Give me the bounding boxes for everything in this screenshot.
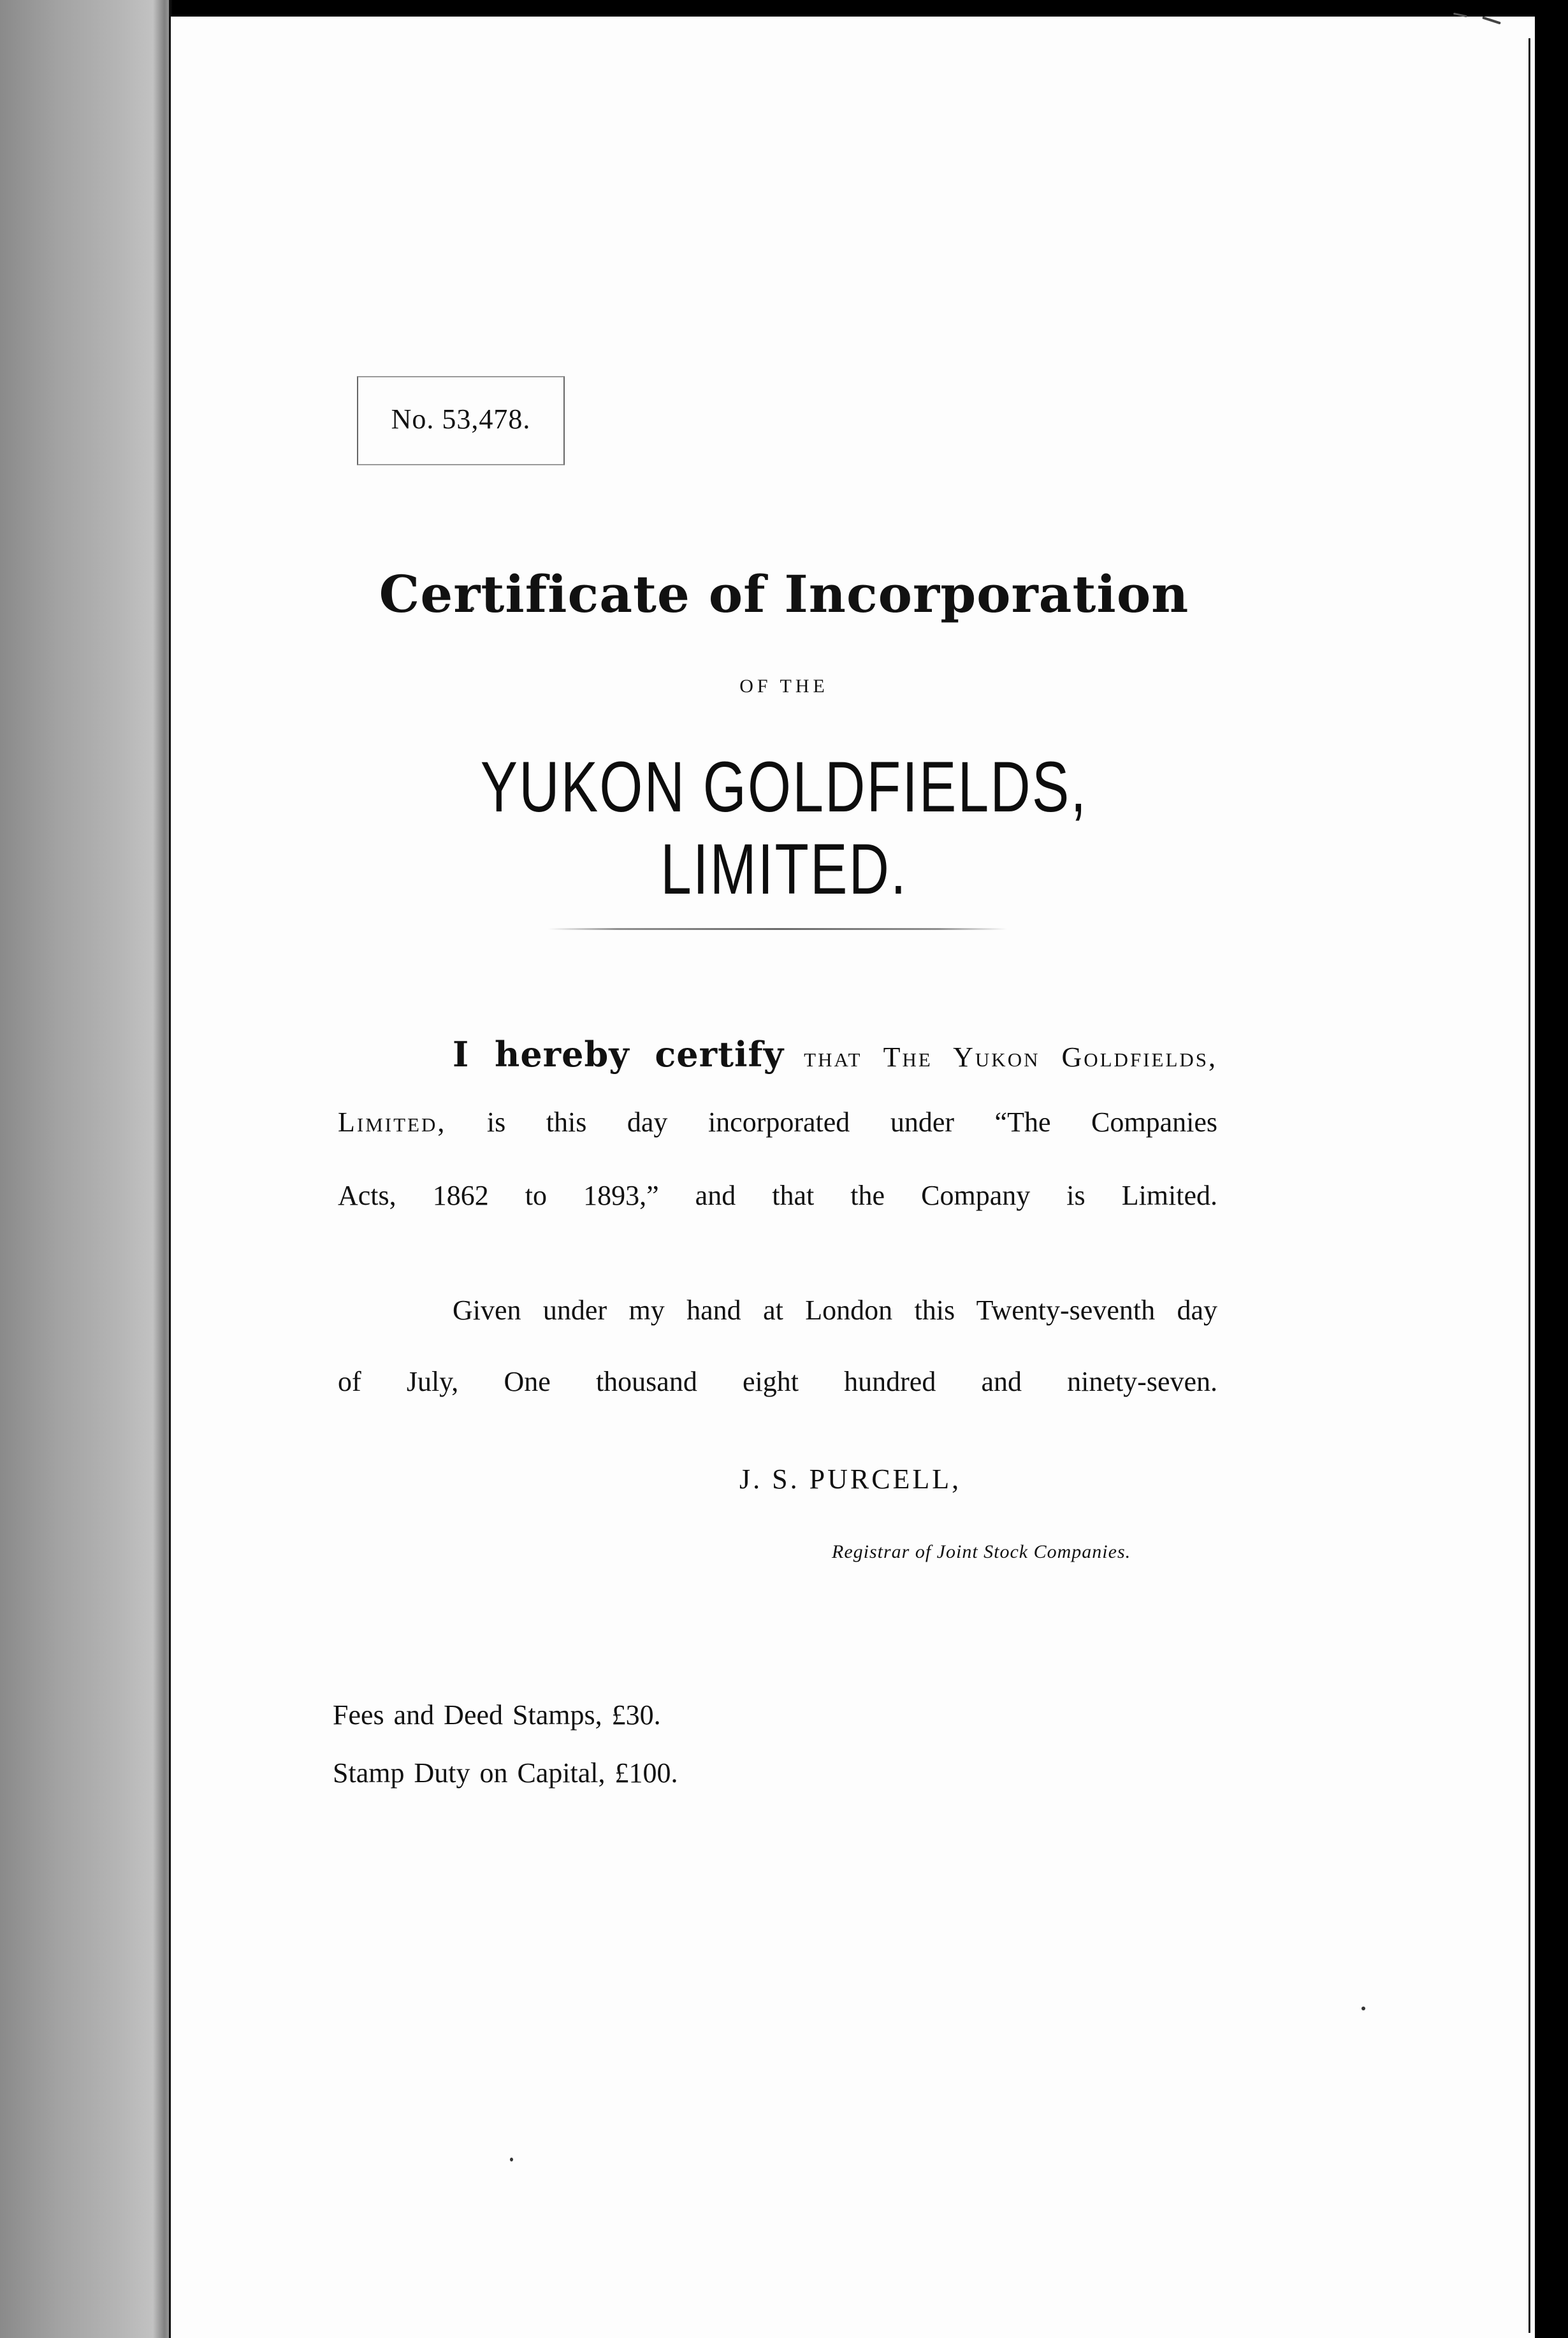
binding-shadow (153, 0, 172, 2338)
limited-word: Limited, (338, 1107, 447, 1138)
paper-sheet (171, 17, 1535, 2338)
certify-lead-text: I hereby certify (453, 1034, 785, 1075)
given-line-1: Given under my hand at London this Twenty-seventh day (453, 1295, 1217, 1326)
signatory-title: Registrar of Joint Stock Companies. (832, 1541, 1131, 1562)
given-line-2: of July, One thousand eight hundred and ninety-seven. (338, 1366, 1217, 1397)
fees-and-deed-stamps: Fees and Deed Stamps, £30. (333, 1699, 661, 1731)
certification-line-3: Acts, 1862 to 1893,” and that the Company is Limited. (338, 1180, 1217, 1211)
binding-strip (0, 0, 169, 2338)
ink-speck (510, 2158, 513, 2161)
company-name: YUKON GOLDFIELDS, LIMITED. (480, 747, 1088, 909)
signatory-name: J. S. PURCELL, (739, 1463, 962, 1495)
document-title: Certificate of Incorporation (379, 564, 1189, 624)
stamp-duty-on-capital: Stamp Duty on Capital, £100. (333, 1757, 678, 1789)
certification-line-2-text: is this day incorporated under “The Companies (486, 1107, 1218, 1138)
certification-line-1 (453, 1034, 1217, 1075)
of-the-label: OF THE (739, 676, 829, 697)
certificate-number-box (357, 376, 565, 465)
certification-line-2 (338, 1106, 1217, 1138)
certificate-number: No. 53,478. (391, 403, 531, 435)
certification-line-1-text: that The Yukon Goldfields, (804, 1042, 1218, 1073)
divider-rule (548, 928, 1007, 930)
ink-speck (1361, 2007, 1365, 2010)
right-page-edge (1528, 38, 1530, 2333)
right-scan-border (1535, 0, 1568, 2338)
